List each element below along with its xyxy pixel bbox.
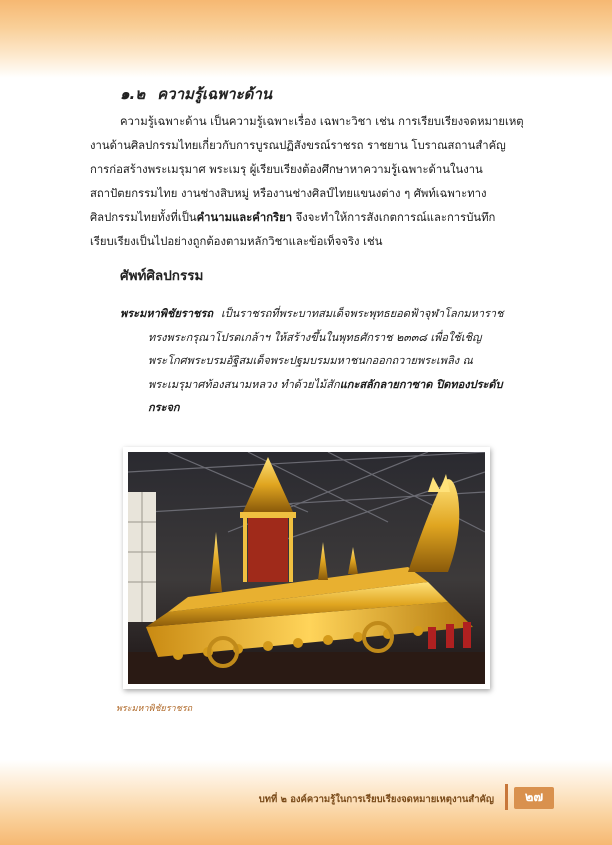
header-decoration (0, 0, 612, 78)
section-title: ความรู้เฉพาะด้าน (157, 85, 273, 103)
footer-divider (505, 784, 508, 810)
section-heading (120, 82, 272, 106)
paragraph-line: ความรู้เฉพาะด้าน เป็นความรู้เฉพาะเรื่อง เฉพาะวิชา เช่น การเรียบเรียงจดหมายเหตุ (120, 115, 524, 128)
subheading: ศัพท์ศิลปกรรม (120, 268, 204, 284)
paragraph-text: ศิลปกรรมไทยทั้งที่เป็น (90, 211, 197, 224)
term-line (120, 302, 530, 326)
paragraph-text: จึงจะทำให้การสังเกตการณ์และการบันทึก (292, 211, 496, 224)
term-line (120, 373, 530, 397)
paragraph-line: งานด้านศิลปกรรมไทยเกี่ยวกับการบูรณปฏิสังขรณ์ราชรถ ราชยาน โบราณสถานสำคัญ (90, 139, 506, 152)
body-paragraph (90, 110, 528, 254)
photo-caption: พระมหาพิชัยราชรถ (116, 704, 193, 714)
term-name: พระมหาพิชัยราชรถ (120, 307, 214, 320)
section-number: ๑.๒ (120, 85, 146, 103)
term-definition: เป็นราชรถที่พระบาทสมเด็จพระพุทธยอดฟ้าจุฬาโลกมหาราช (221, 307, 504, 320)
term-bold-text: กระจก (148, 401, 180, 414)
paragraph-bold-text: คำนามและคำกริยา (196, 211, 293, 224)
page-number: ๒๗ (514, 787, 554, 809)
paragraph-line: การก่อสร้างพระเมรุมาศ พระเมรุ ผู้เรียบเรียงต้องศึกษาหาความรู้เฉพาะด้านในงาน (90, 163, 483, 176)
paragraph-line (90, 206, 528, 230)
term-line: ทรงพระกรุณาโปรดเกล้าฯ ให้สร้างขึ้นในพุทธศักราช ๒๓๓๘ เพื่อใช้เชิญ (148, 330, 482, 344)
chariot-photo (123, 447, 490, 689)
term-definition: พระเมรุมาศท้องสนามหลวง ทำด้วยไม้สัก (148, 377, 340, 391)
term-line (120, 396, 530, 420)
term-entry (120, 302, 530, 420)
chariot-illustration (128, 452, 485, 684)
chapter-footer: บทที่ ๒ องค์ความรู้ในการเรียบเรียงจดหมายเหตุงานสำคัญ (258, 794, 494, 805)
paragraph-line: สถาปัตยกรรมไทย งานช่างสิบหมู่ หรืองานช่างศิลป์ไทยแขนงต่าง ๆ ศัพท์เฉพาะทาง (90, 187, 487, 200)
paragraph-line: เรียบเรียงเป็นไปอย่างถูกต้องตามหลักวิชาและข้อเท็จจริง เช่น (90, 235, 383, 248)
term-bold-text: แกะสลักลายกาซาด ปิดทองประดับ (339, 377, 503, 391)
term-line: พระโกศพระบรมอัฐิสมเด็จพระปฐมบรมมหาชนกออกถวายพระเพลิง ณ (148, 354, 473, 367)
